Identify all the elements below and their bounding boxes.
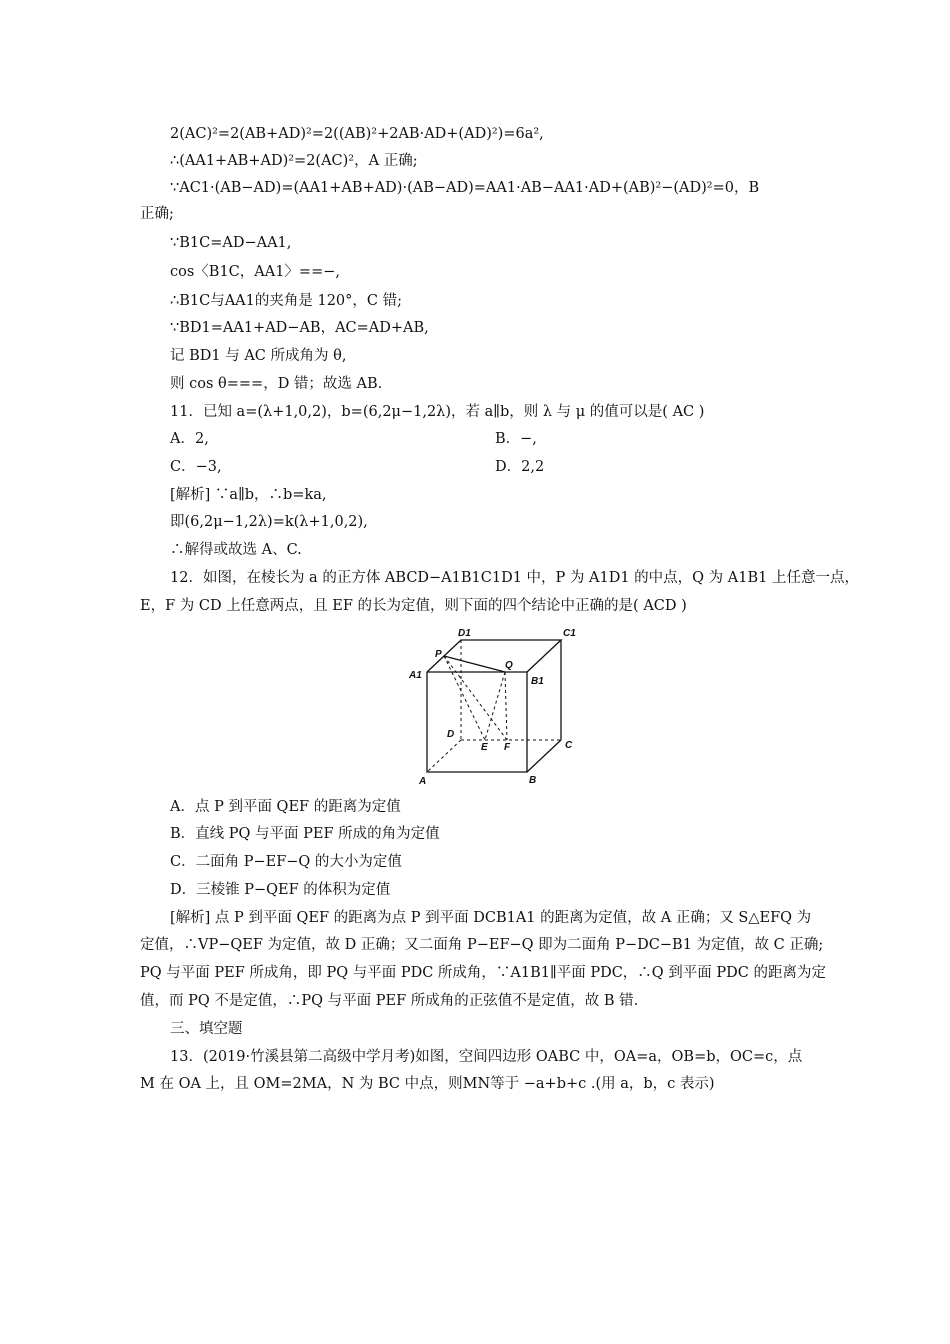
option-b: B．直线 PQ 与平面 PEF 所成的角为定值 (170, 826, 440, 842)
solution-line: 即(6,2μ−1,2λ)=k(λ+1,0,2), (170, 514, 368, 530)
text-line: 2(AC)²=2(AB+AD)²=2((AB)²+2AB·AD+(AD)²)=6a², (170, 126, 544, 142)
question-13: 13．(2019·竹溪县第二高级中学月考)如图，空间四边形 OABC 中，OA=a，OB=b，OC=c，点 (170, 1049, 803, 1065)
text-line: 记 BD1 与 AC 所成角为 θ, (170, 348, 347, 364)
option-a: A．2, (170, 431, 209, 447)
label-f: F (504, 742, 511, 753)
text-line: ∵BD1=AA1+AD−AB，AC=AD+AB, (170, 320, 429, 336)
cube-front-face (427, 672, 527, 772)
text-line: 正确; (140, 206, 174, 222)
solution-line: [解析] ∵a∥b，∴b=ka, (170, 487, 327, 503)
label-d1: D1 (458, 628, 471, 639)
cube-bottom-right-edge (527, 740, 561, 772)
solution-line: PQ 与平面 PEF 所成角，即 PQ 与平面 PDC 所成角，∵A1B1∥平面 PDC，∴Q 到平面 PDC 的距离为定 (140, 965, 826, 981)
option-d: D．2,2 (495, 459, 545, 475)
option-c: C．二面角 P−EF−Q 的大小为定值 (170, 854, 402, 870)
label-b: B (529, 775, 537, 786)
solution-line: 定值，∴VP−QEF 为定值，故 D 正确；又二面角 P−EF−Q 即为二面角 P−DC−B1 为定值，故 C 正确; (140, 937, 824, 953)
text-line: 则 cos θ===，D 错；故选 AB. (170, 376, 383, 392)
text-line: ∴B1C与AA1的夹角是 120°，C 错; (170, 293, 402, 309)
solution-line: 值，而 PQ 不是定值，∴PQ 与平面 PEF 所成角的正弦值不是定值，故 B 错. (140, 993, 639, 1009)
label-e: E (481, 742, 488, 753)
text-line: cos〈B1C，AA1〉==−, (170, 264, 340, 280)
solution-line: ∴解得或故选 A、C. (170, 542, 302, 558)
label-c: C (565, 740, 573, 751)
question-11: 11．已知 a=(λ+1,0,2)，b=(6,2μ−1,2λ)，若 a∥b，则 λ 与 μ 的值可以是( AC ) (170, 404, 705, 420)
text-line: ∵B1C=AD−AA1, (170, 235, 292, 251)
section-heading: 三、填空题 (170, 1021, 243, 1037)
text-line: ∵AC1·(AB−AD)=(AA1+AB+AD)·(AB−AD)=AA1·AB−AA1·AD+(AB)²−(AD)²=0，B (170, 180, 760, 196)
option-a: A．点 P 到平面 QEF 的距离为定值 (170, 799, 401, 815)
label-a1: A1 (409, 670, 422, 681)
option-b: B．−, (495, 431, 537, 447)
label-p: P (435, 649, 442, 660)
question-12-cont: E，F 为 CD 上任意两点，且 EF 的长为定值，则下面的四个结论中正确的是( ACD ) (140, 598, 687, 614)
segment-pq (444, 656, 505, 672)
option-d: D．三棱锥 P−QEF 的体积为定值 (170, 882, 391, 898)
label-a: A (419, 776, 427, 787)
text-line: ∴(AA1+AB+AD)²=2(AC)²，A 正确; (170, 153, 418, 169)
cube-top-edges (427, 640, 561, 672)
question-13-cont: M 在 OA 上，且 OM=2MA，N 为 BC 中点，则MN等于 −a+b+c .(用 a，b，c 表示) (140, 1076, 715, 1092)
question-12: 12．如图，在棱长为 a 的正方体 ABCD−A1B1C1D1 中，P 为 A1D1 的中点，Q 为 A1B1 上任意一点， (170, 570, 859, 586)
label-b1: B1 (531, 676, 544, 687)
solution-line: [解析] 点 P 到平面 QEF 的距离为点 P 到平面 DCB1A1 的距离为定值，故 A 正确；又 S△EFQ 为 (170, 910, 812, 926)
cube-figure (405, 624, 585, 790)
label-d: D (447, 729, 455, 740)
label-c1: C1 (563, 628, 576, 639)
label-q: Q (505, 660, 513, 671)
option-c: C．−3, (170, 459, 222, 475)
